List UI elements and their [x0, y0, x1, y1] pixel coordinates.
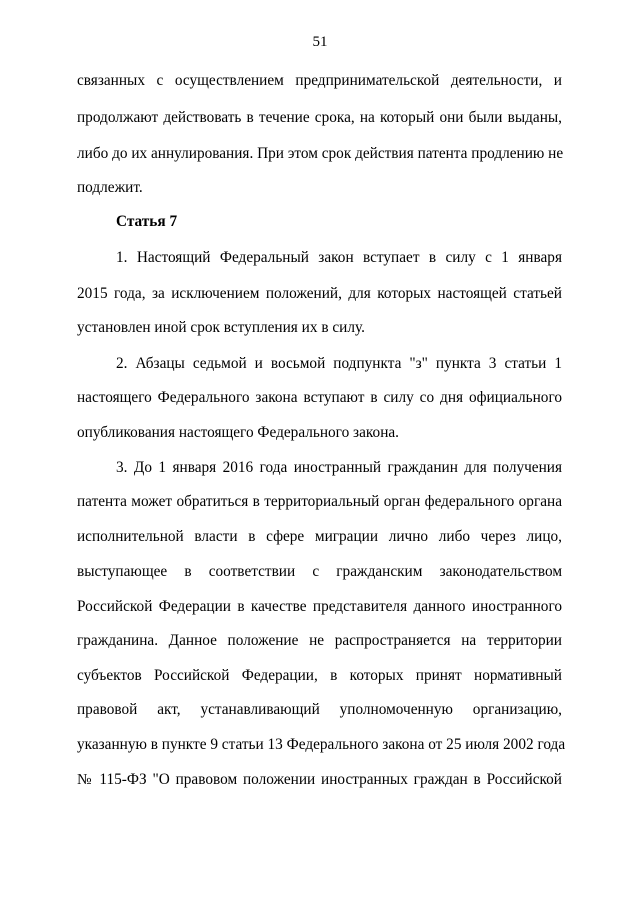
article-item-2-line: настоящего Федерального закона вступают в силу со дня официального [77, 389, 562, 406]
article-item-3-line: патента может обратиться в территориальный орган федерального органа [77, 493, 562, 510]
article-item-3-line: № 115-ФЗ "О правовом положении иностранных граждан в Российской [77, 771, 562, 788]
article-item-3-line: указанную в пункте 9 статьи 13 Федерального закона от 25 июля 2002 года [77, 736, 566, 753]
paragraph-line: подлежит. [77, 179, 143, 196]
article-item-1-line: 2015 года, за исключением положений, для которых настоящей статьей [77, 285, 562, 302]
article-item-1-line: 1. Настоящий Федеральный закон вступает в силу с 1 января [116, 249, 562, 266]
paragraph-line: либо до их аннулирования. При этом срок действия патента продлению не [77, 145, 564, 162]
article-item-3-line: исполнительной власти в сфере миграции лично либо через лицо, [77, 528, 562, 545]
article-item-3-line: гражданина. Данное положение не распространяется на территории [77, 632, 562, 649]
article-item-3-line: правовой акт, устанавливающий уполномоченную организацию, [77, 701, 562, 718]
article-item-3-line: выступающее в соответствии с гражданским законодательством [77, 563, 562, 580]
article-item-3-line: 3. До 1 января 2016 года иностранный гражданин для получения [116, 459, 562, 476]
article-item-2-line: опубликования настоящего Федерального закона. [77, 424, 399, 441]
article-item-3-line: субъектов Российской Федерации, в которых принят нормативный [77, 667, 562, 684]
article-item-3-line: Российской Федерации в качестве представителя данного иностранного [77, 598, 562, 615]
article-heading: Статья 7 [116, 213, 178, 230]
paragraph-line: продолжают действовать в течение срока, на который они были выданы, [77, 109, 562, 126]
article-item-2-line: 2. Абзацы седьмой и восьмой подпункта "з" пункта 3 статьи 1 [116, 355, 562, 372]
page-number: 51 [312, 34, 328, 50]
article-item-1-line: установлен иной срок вступления их в силу. [77, 319, 365, 336]
paragraph-line: связанных с осуществлением предпринимательской деятельности, и [77, 72, 562, 89]
